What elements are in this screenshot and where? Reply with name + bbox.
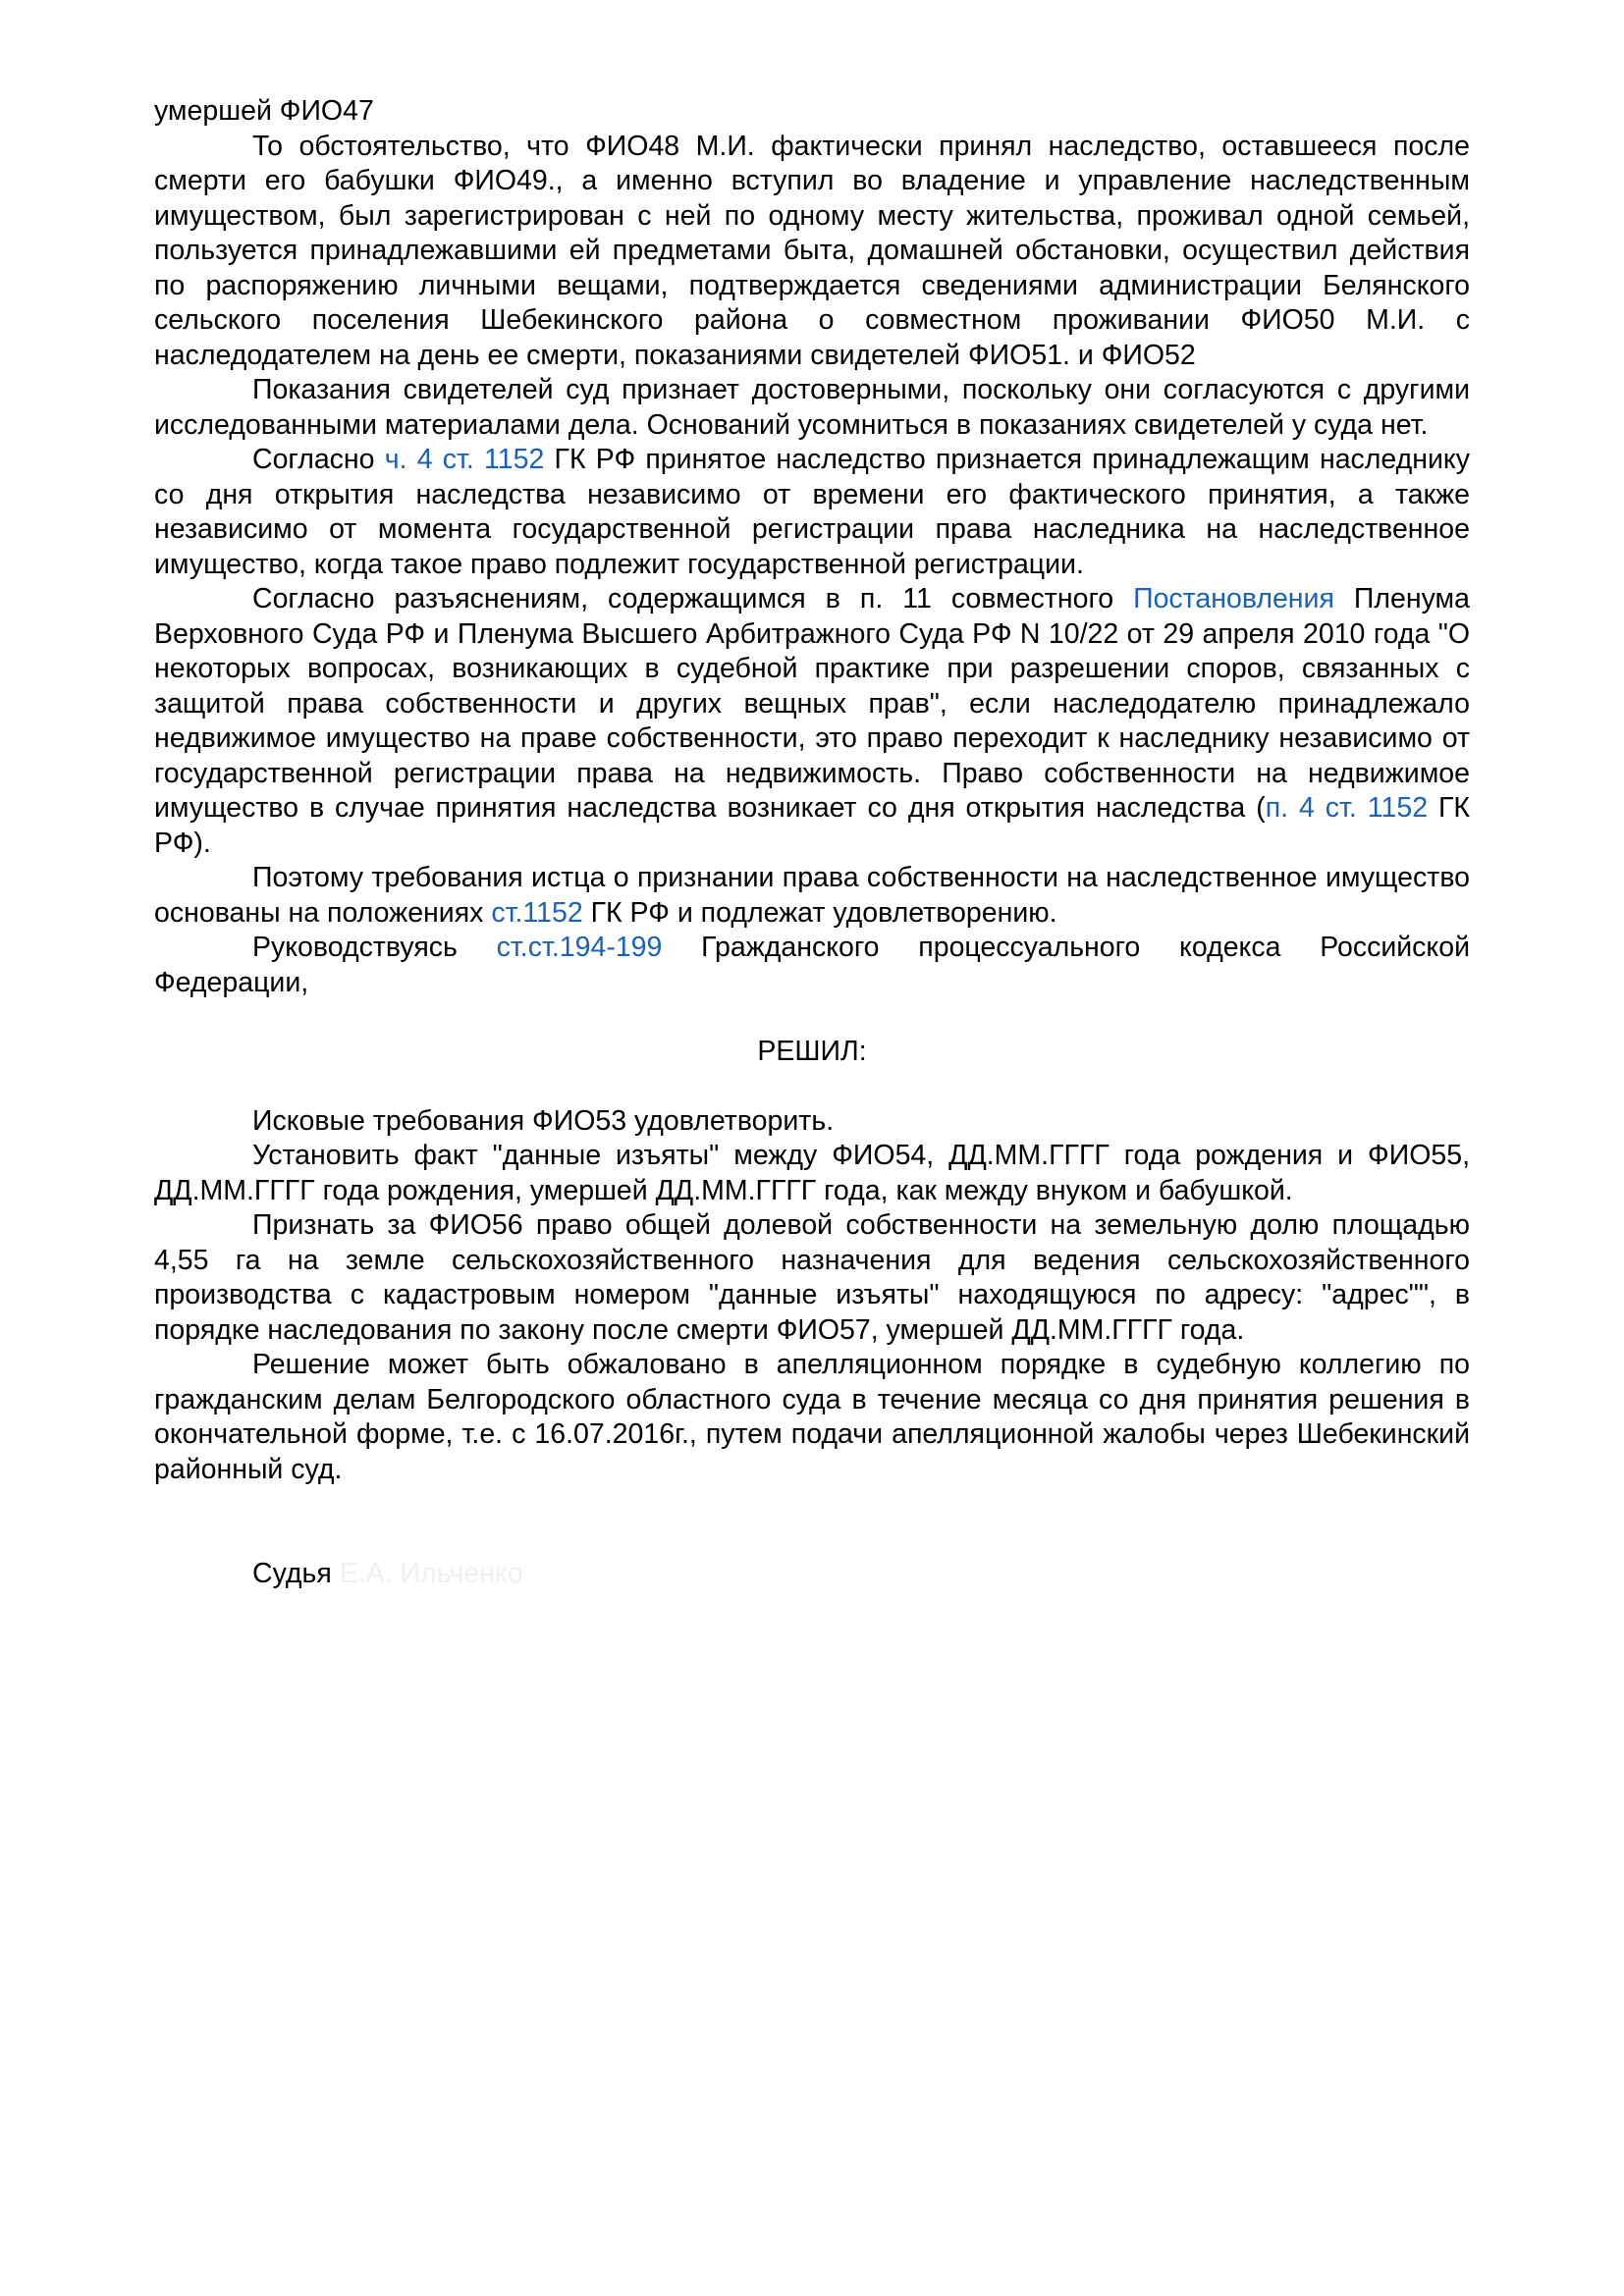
spacer [154,1000,1470,1035]
paragraph-plenum-resolution [154,582,1470,861]
paragraph-inheritance-acceptance: То обстоятельство, что ФИО48 М.И. фактически принял наследство, оставшееся после смерти его бабушки ФИО49., а именно вступил во владение и управление наследственным имуществом, был зарегистрирован с ней по одному месту жительства, проживал одной семьей, пользуется принадлежавшими ей предметами быта, домашней обстановки, осуществил действия по распоряжению личными вещами, подтверждается сведениями администрации Белянского сельского поселения Шебекинского района о совместном проживании ФИО50 М.И. с наследодателем на день ее смерти, показаниями свидетелей ФИО51. и ФИО52 [154,130,1470,371]
paragraph-witness-testimony: Показания свидетелей суд признает достоверными, поскольку они согласуются с другими исследованными материалами дела. Оснований усомниться в показаниях свидетелей у суда нет. [154,374,1470,441]
document-page [154,94,1470,1592]
law-link-resolution[interactable]: Постановления [1133,583,1334,614]
paragraph-guided-by [154,931,1470,1000]
paragraph-claims-grounded [154,861,1470,931]
signature-label: Судья [252,1558,332,1589]
text-segment: Пленума Верховного Суда РФ и Пленума Высшего Арбитражного Суда РФ N 10/22 от 29 апреля 2010 года "О некоторых вопросах, возникающих в судебной практике при разрешении споров, связанных с защитой права собственности и других вещных прав", если наследодателю принадлежало недвижимое имущество на праве собственности, это право переходит к наследнику независимо от государственной регистрации права на недвижимость. Право собственности на недвижимое имущество в случае принятия наследства возникает со дня открытия наследства ( [154,583,1470,824]
law-link-art-1152-p4-second[interactable]: п. 4 ст. 1152 [1265,792,1429,824]
decision-heading: РЕШИЛ: [757,1036,867,1067]
text-segment: ГК РФ принятое наследство признается принадлежащим наследнику со дня открытия наследства независимо от времени его фактического принятия, а также независимо от момента государственной регистрации права наследника на наследственное имущество, когда такое право подлежит государственной регистрации. [154,444,1470,580]
text-segment: ГК РФ). [154,792,1471,859]
spacer [154,1487,1470,1557]
spacer [154,1070,1470,1104]
law-link-art-194-199[interactable]: ст.ст.194-199 [496,932,663,963]
paragraph-continuation: умершей ФИО47 [154,95,374,127]
decision-item-satisfy: Исковые требования ФИО53 удовлетворить. [252,1104,835,1137]
text-segment: ГК РФ и подлежат удовлетворению. [582,896,1057,929]
decision-item-establish-fact: Установить факт "данные изъяты" между ФИО54, ДД.ММ.ГГГГ года рождения и ФИО55, ДД.ММ.ГГГГ года рождения, умершей ДД.ММ.ГГГГ года, как между внуком и бабушкой. [154,1140,1470,1206]
judge-name: Е.А. Ильченко [339,1558,523,1589]
text-segment: Гражданского процессуального кодекса Российской Федерации, [154,932,1470,998]
signature-line [154,1557,1470,1592]
text-segment: Руководствуясь [252,932,497,963]
law-link-art-1152-p4[interactable]: ч. 4 ст. 1152 [384,444,545,475]
text-segment: Согласно [252,444,385,475]
text-segment: Согласно разъяснениям, содержащимся в п. 11 совместного [252,583,1134,614]
text-segment: Поэтому требования истца о признании права собственности на наследственное имущество основаны на положениях [154,862,1470,929]
paragraph-article-1152 [154,443,1470,582]
decision-item-appeal: Решение может быть обжаловано в апелляционном порядке в судебную коллегию по гражданским делам Белгородского областного суда в течение месяца со дня принятия решения в окончательной форме, т.е. с 16.07.2016г., путем подачи апелляционной жалобы через Шебекинский районный суд. [154,1349,1470,1485]
law-link-art-1152[interactable]: ст.1152 [491,896,583,929]
decision-item-recognize-ownership: Признать за ФИО56 право общей долевой собственности на земельную долю площадью 4,55 га на земле сельскохозяйственного назначения для ведения сельскохозяйственного производства с кадастровым номером "данные изъяты" находящуюся по адресу: "адрес"", в порядке наследования по закону после смерти ФИО57, умершей ДД.ММ.ГГГГ года. [154,1209,1470,1346]
